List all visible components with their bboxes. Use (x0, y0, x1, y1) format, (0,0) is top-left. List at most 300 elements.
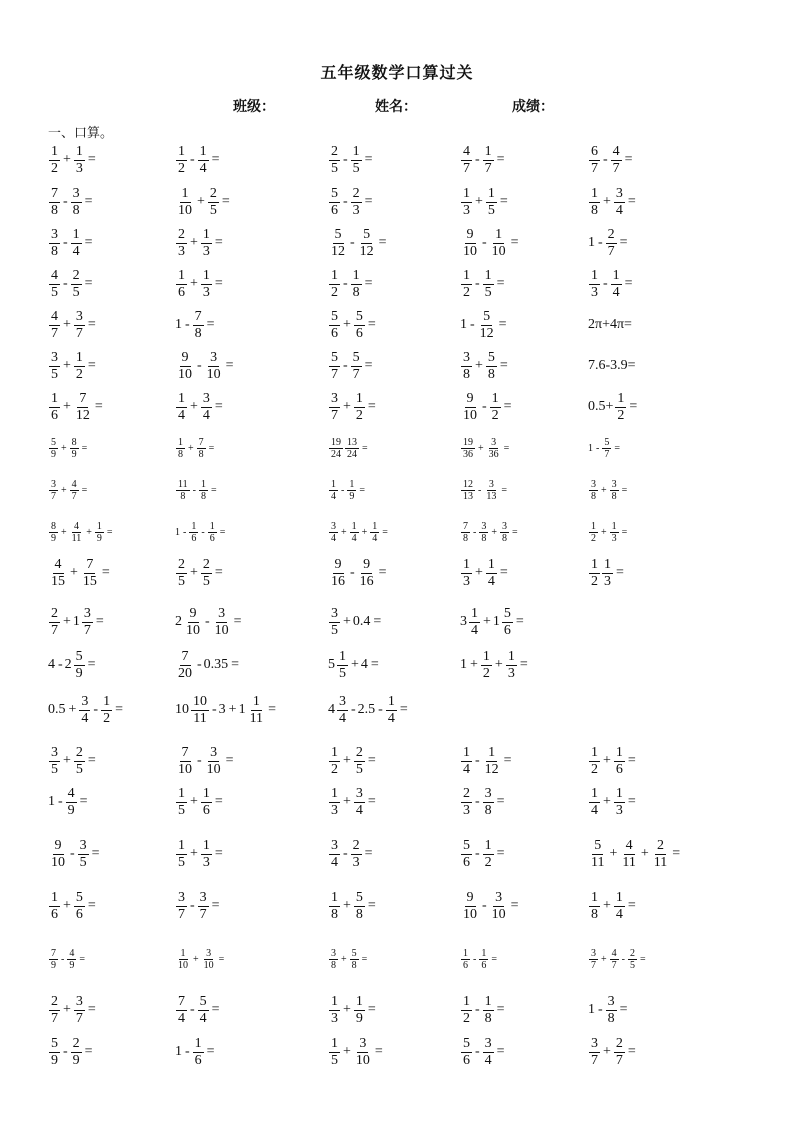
fraction (461, 557, 472, 590)
numerator: 8 (51, 520, 56, 532)
fraction (479, 521, 488, 544)
term: 0.4 (352, 614, 371, 629)
denominator: 4 (355, 802, 363, 818)
numerator: 1 (96, 520, 102, 532)
operator: + (475, 565, 483, 580)
numerator: 7 (181, 648, 189, 664)
numerator: 9 (189, 605, 197, 621)
numerator: 5 (75, 889, 83, 905)
math-problem (175, 832, 225, 876)
operator: + (601, 484, 607, 496)
numerator: 4 (612, 143, 620, 159)
denominator: 12 (75, 407, 90, 423)
problem-row (0, 1030, 794, 1074)
numerator: 5 (51, 436, 56, 448)
denominator: 4 (615, 906, 623, 922)
numerator: 1 (352, 267, 360, 283)
math-problem (588, 832, 682, 876)
operator: = (367, 399, 376, 414)
operator: + (603, 1044, 611, 1059)
denominator: 24 (347, 448, 357, 460)
denominator: 4 (591, 802, 598, 818)
operator: + (61, 484, 67, 496)
denominator: 2 (463, 1010, 470, 1026)
numerator: 1 (591, 267, 598, 283)
operator: - (63, 276, 68, 291)
operator: = (87, 317, 96, 332)
denominator: 7 (83, 622, 91, 638)
math-problem (48, 180, 95, 224)
denominator: 3 (591, 284, 598, 300)
operator: = (361, 953, 368, 965)
term: 1 (175, 1044, 182, 1059)
fraction (461, 948, 470, 971)
operator: = (101, 565, 110, 580)
fraction (486, 186, 497, 219)
fraction (478, 309, 496, 342)
operator: = (370, 657, 379, 672)
operator: = (639, 953, 646, 965)
numerator: 3 (178, 889, 185, 905)
fraction (461, 521, 470, 544)
numerator: 3 (607, 993, 615, 1009)
operator: - (190, 1002, 195, 1017)
fraction (620, 838, 637, 871)
math-problem (175, 988, 222, 1032)
fraction (652, 838, 669, 871)
fraction (81, 557, 99, 590)
fraction (184, 606, 202, 639)
operator: = (510, 235, 519, 250)
denominator: 2 (591, 573, 598, 589)
fraction (602, 437, 611, 460)
operator: = (210, 484, 217, 496)
operator: - (61, 953, 65, 965)
fraction (615, 391, 626, 424)
denominator: 36 (463, 448, 473, 460)
operator: + (63, 399, 71, 414)
math-problem (175, 937, 226, 981)
math-problem (48, 832, 102, 876)
numerator: 3 (488, 478, 494, 490)
operator: + (478, 442, 484, 454)
numerator: 3 (83, 605, 91, 621)
numerator: 1 (352, 143, 360, 159)
operator: - (63, 235, 68, 250)
denominator: 12 (331, 243, 345, 259)
denominator: 3 (463, 202, 470, 218)
operator: = (211, 152, 220, 167)
denominator: 3 (202, 284, 210, 300)
operator: = (81, 442, 88, 454)
problem-row (0, 221, 794, 265)
fraction (176, 227, 187, 260)
operator: = (221, 194, 230, 209)
math-problem (175, 385, 225, 429)
operator: = (214, 399, 223, 414)
denominator: 7 (611, 959, 617, 971)
numerator: 7 (181, 744, 189, 760)
numerator: 1 (487, 556, 495, 572)
denominator: 7 (612, 160, 620, 176)
numerator: 5 (463, 1035, 470, 1051)
operator: - (93, 702, 99, 717)
numerator: 1 (209, 520, 215, 532)
operator: + (63, 614, 71, 629)
numerator: 1 (482, 648, 490, 664)
operator: - (475, 794, 480, 809)
numerator: 1 (463, 993, 470, 1009)
operator: - (598, 1002, 603, 1017)
numerator: 9 (466, 889, 474, 905)
math-problem (588, 303, 633, 347)
denominator: 11 (622, 854, 636, 870)
fraction (589, 890, 600, 923)
denominator: 8 (463, 366, 470, 382)
denominator: 4 (199, 160, 207, 176)
math-problem (460, 739, 514, 783)
operator: + (341, 526, 347, 538)
denominator: 7 (71, 490, 77, 502)
numerator: 5 (331, 349, 338, 365)
denominator: 9 (71, 448, 77, 460)
fraction (74, 350, 85, 383)
math-problem (460, 344, 510, 388)
operator: = (624, 276, 633, 291)
denominator: 12 (479, 325, 494, 341)
math-problem (48, 510, 115, 554)
fraction (483, 994, 494, 1027)
problem-row (0, 832, 794, 876)
denominator: 7 (51, 622, 58, 638)
operator: = (382, 526, 388, 538)
operator: = (364, 152, 373, 167)
fraction (329, 479, 338, 502)
operator: - (343, 194, 348, 209)
fraction (176, 838, 187, 871)
fraction (74, 890, 85, 923)
denominator: 9 (72, 1052, 80, 1068)
numerator: 1 (463, 556, 470, 572)
operator: + (341, 953, 347, 965)
denominator: 6 (615, 761, 623, 777)
denominator: 6 (355, 325, 363, 341)
fraction (351, 186, 362, 219)
fraction (610, 948, 619, 971)
fraction (351, 144, 362, 177)
math-problem (175, 138, 222, 182)
operator: = (501, 484, 507, 496)
fraction (205, 745, 223, 778)
operator: + (343, 898, 351, 913)
numerator: 7 (51, 185, 58, 201)
fraction (176, 350, 194, 383)
operator: - (197, 753, 202, 768)
numerator: 3 (591, 478, 596, 490)
numerator: 3 (81, 693, 89, 709)
numerator: 1 (495, 226, 503, 242)
operator: - (350, 565, 355, 580)
math-problem (48, 551, 112, 595)
fraction (49, 890, 60, 923)
denominator: 10 (463, 906, 477, 922)
math-problem (588, 344, 637, 388)
operator: = (214, 276, 223, 291)
numerator: 3 (591, 1035, 598, 1051)
denominator: 12 (359, 243, 374, 259)
fraction (248, 694, 265, 727)
numerator: 2 (352, 837, 360, 853)
operator: - (197, 358, 202, 373)
operator: - (482, 898, 487, 913)
operator: - (58, 657, 63, 672)
numerator: 1 (617, 390, 625, 406)
fraction (329, 391, 340, 424)
math-problem (175, 780, 225, 824)
denominator: 7 (51, 325, 58, 341)
operator: = (87, 753, 96, 768)
denominator: 9 (96, 532, 102, 544)
numerator: 1 (202, 267, 210, 283)
fraction (461, 144, 472, 177)
denominator: 5 (352, 160, 360, 176)
operator: + (86, 526, 92, 538)
operator: + (343, 1002, 351, 1017)
numerator: 7 (178, 993, 185, 1009)
operator: = (503, 753, 512, 768)
term: 1 (588, 442, 593, 454)
operator: = (621, 526, 628, 538)
fraction (479, 948, 488, 971)
denominator: 4 (471, 622, 478, 638)
fraction (74, 391, 92, 424)
operator: - (343, 358, 348, 373)
fraction (49, 437, 58, 460)
term: 1 (492, 614, 500, 629)
numerator: 1 (178, 436, 183, 448)
operator: = (629, 399, 638, 414)
denominator: 8 (501, 532, 507, 544)
operator: = (499, 358, 508, 373)
fraction (370, 521, 379, 544)
math-problem (48, 221, 95, 265)
denominator: 6 (331, 202, 338, 218)
math-problem (48, 739, 98, 783)
fraction (67, 948, 76, 971)
numerator: 2 (72, 1035, 80, 1051)
fraction (614, 186, 625, 219)
math-problem (460, 780, 507, 824)
operator: + (190, 235, 198, 250)
operator: + (343, 1044, 351, 1059)
fraction (329, 521, 338, 544)
class-label: 班级： (233, 100, 275, 115)
operator: = (87, 898, 96, 913)
fraction (589, 745, 600, 778)
math-problem (175, 600, 244, 644)
math-problem (460, 643, 530, 687)
math-problem (328, 551, 389, 595)
operator: + (190, 565, 198, 580)
fraction (500, 521, 509, 544)
denominator: 15 (51, 573, 65, 589)
operator: + (63, 317, 71, 332)
fraction (589, 479, 598, 502)
numerator: 5 (487, 349, 495, 365)
fraction (201, 557, 212, 590)
math-problem (175, 510, 227, 554)
fraction (78, 838, 89, 871)
term: 1 (588, 1002, 595, 1017)
math-problem (460, 600, 526, 644)
denominator: 8 (180, 490, 186, 502)
fraction (201, 227, 212, 260)
denominator: 2 (491, 407, 499, 423)
operator: = (225, 358, 234, 373)
numerator: 1 (471, 605, 478, 621)
operator: = (214, 235, 223, 250)
math-problem (175, 688, 278, 732)
operator: - (621, 953, 625, 965)
fraction (461, 437, 475, 460)
math-problem (328, 1030, 385, 1074)
numerator: 1 (591, 556, 598, 572)
math-problem (588, 385, 639, 429)
numerator: 2 (51, 605, 58, 621)
denominator: 3 (75, 160, 83, 176)
denominator: 4 (331, 490, 336, 502)
numerator: 3 (463, 349, 470, 365)
operator: + (228, 702, 237, 717)
fraction (49, 479, 58, 502)
numerator: 7 (198, 436, 204, 448)
fraction (345, 437, 359, 460)
operator: = (374, 1044, 383, 1059)
fraction (611, 144, 622, 177)
numerator: 1 (202, 226, 210, 242)
fraction (614, 1036, 625, 1069)
numerator: 2 (355, 744, 363, 760)
numerator: 1 (331, 785, 338, 801)
denominator: 10 (186, 622, 200, 638)
fraction (602, 557, 613, 590)
numerator: 2 (178, 556, 185, 572)
operator: = (79, 953, 85, 965)
fraction (386, 694, 397, 727)
numerator: 1 (387, 693, 395, 709)
numerator: 1 (75, 143, 83, 159)
operator: + (640, 846, 649, 861)
numerator: 5 (463, 837, 470, 853)
operator: = (208, 442, 215, 454)
numerator: 19 (463, 436, 473, 448)
numerator: 1 (180, 947, 186, 959)
numerator: 1 (463, 947, 468, 959)
numerator: 1 (178, 837, 185, 853)
numerator: 4 (51, 308, 58, 324)
operator: = (84, 235, 93, 250)
operator: = (268, 702, 276, 717)
denominator: 2 (103, 710, 111, 726)
fraction (483, 1036, 494, 1069)
denominator: 7 (607, 243, 615, 259)
problem-row (0, 138, 794, 182)
denominator: 5 (51, 366, 58, 382)
problem-row (0, 303, 794, 347)
fraction (461, 268, 472, 301)
operator: = (616, 565, 624, 580)
math-problem (588, 138, 635, 182)
operator: = (496, 276, 505, 291)
problem-row (0, 510, 794, 554)
section-heading: 一、口算。 (48, 125, 114, 140)
fraction (198, 994, 209, 1027)
fraction (506, 649, 517, 682)
denominator: 3 (331, 1010, 338, 1026)
denominator: 8 (591, 490, 596, 502)
math-problem (460, 1030, 507, 1074)
numerator: 3 (484, 785, 492, 801)
numerator: 1 (178, 267, 185, 283)
operator: - (475, 152, 480, 167)
math-problem (588, 884, 638, 928)
numerator: 2 (72, 267, 80, 283)
denominator: 5 (331, 622, 338, 638)
denominator: 4 (484, 1052, 492, 1068)
operator: = (87, 1002, 96, 1017)
problem-row (0, 426, 794, 470)
math-problem (460, 832, 507, 876)
fraction (193, 309, 204, 342)
denominator: 4 (81, 710, 89, 726)
math-problem (460, 937, 499, 981)
fraction (49, 227, 60, 260)
fraction (589, 786, 600, 819)
math-problem (175, 468, 219, 512)
denominator: 5 (484, 284, 492, 300)
operator: + (343, 317, 351, 332)
numerator: 1 (331, 478, 336, 490)
problem-row (0, 600, 794, 644)
operator: - (475, 846, 480, 861)
fraction (208, 521, 217, 544)
fraction (481, 649, 492, 682)
fraction (486, 350, 497, 383)
operator: - (185, 317, 190, 332)
term: 5 (328, 657, 335, 672)
numerator: 3 (331, 520, 336, 532)
operator: = (214, 846, 223, 861)
term: 1 (48, 794, 55, 809)
math-problem (460, 468, 509, 512)
numerator: 1 (484, 993, 492, 1009)
operator: + (603, 753, 611, 768)
operator: = (81, 484, 88, 496)
operator: + (609, 846, 618, 861)
denominator: 8 (484, 1010, 492, 1026)
denominator: 13 (463, 490, 473, 502)
numerator: 3 (355, 785, 363, 801)
operator: - (70, 846, 75, 861)
numerator: 5 (334, 226, 342, 242)
operator: = (87, 152, 96, 167)
denominator: 4 (178, 1010, 185, 1026)
numerator: 1 (178, 785, 185, 801)
numerator: 7 (79, 390, 87, 406)
math-problem (48, 468, 89, 512)
term: 4 (48, 657, 55, 672)
operator: - (603, 152, 608, 167)
